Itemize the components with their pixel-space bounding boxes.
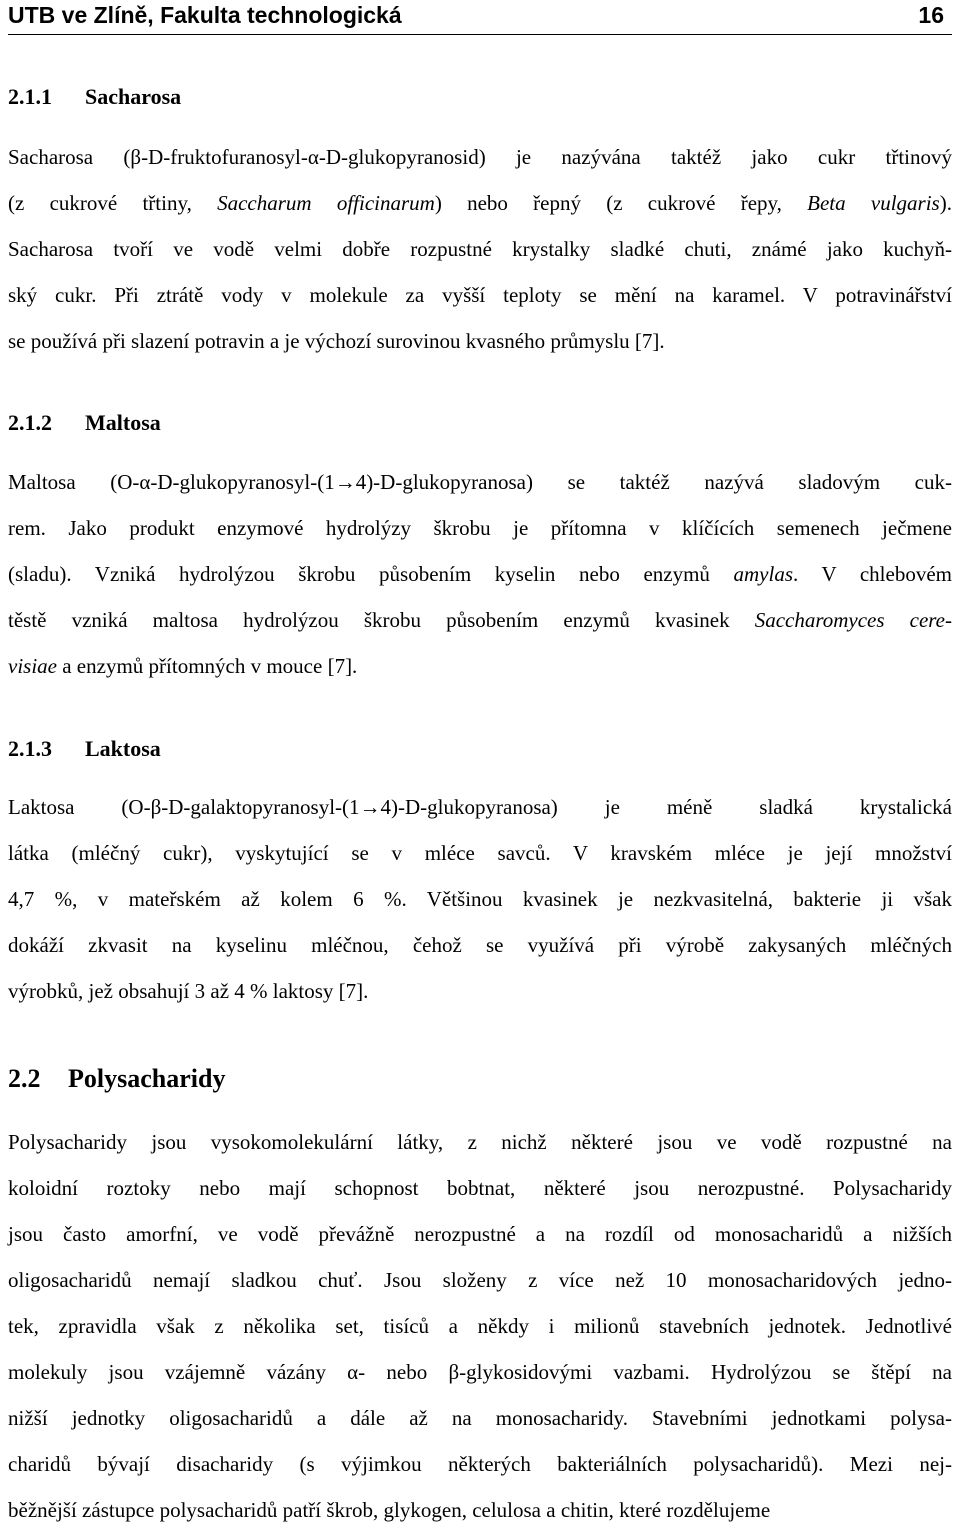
- text-line: [8, 876, 952, 922]
- heading-number: 2.1.3: [8, 736, 52, 761]
- text-run: běžnější zástupce polysacharidů patří škrob, glykogen, celulosa a chitin, které rozdělujeme: [8, 1498, 771, 1522]
- text-line: [8, 1487, 952, 1533]
- text-run: ský cukr. Při ztrátě vody v molekule za vyšší teploty se mění na karamel. V potravinářství: [8, 283, 952, 307]
- text-line: [8, 968, 952, 1014]
- page-header: [8, 0, 952, 35]
- text-line: [8, 551, 952, 597]
- text-line: [8, 643, 952, 689]
- italic-term: visiae: [8, 654, 57, 678]
- paragraph-laktosa: [8, 784, 952, 1014]
- text-run: jsou často amorfní, ve vodě převážně nerozpustné a na rozdíl od monosacharidů a nižších: [8, 1222, 952, 1246]
- text-line: [8, 180, 952, 226]
- text-line: [8, 922, 952, 968]
- heading-title: Laktosa: [85, 736, 161, 761]
- heading-laktosa: [8, 735, 161, 763]
- text-run: těstě vzniká maltosa hydrolýzou škrobu působením enzymů kvasinek: [8, 608, 755, 632]
- paragraph-maltosa: [8, 459, 952, 689]
- header-title: UTB ve Zlíně, Fakulta technologická: [8, 2, 402, 28]
- italic-term: amylas: [733, 562, 794, 586]
- text-line: [8, 226, 952, 272]
- italic-term: Beta vulgaris: [807, 191, 940, 215]
- text-line: [8, 459, 952, 505]
- text-run: Sacharosa tvoří ve vodě velmi dobře rozpustné krystalky sladké chuti, známé jako kuchyň-: [8, 237, 952, 261]
- text-line: [8, 1395, 952, 1441]
- heading-number: 2.2: [8, 1064, 41, 1093]
- text-run: Polysacharidy jsou vysokomolekulární látky, z nichž některé jsou ve vodě rozpustné na: [8, 1130, 952, 1154]
- page-number: 16: [918, 2, 944, 28]
- text-run: (sladu). Vzniká hydrolýzou škrobu působením kyselin nebo enzymů: [8, 562, 734, 586]
- text-run: charidů bývají disacharidy (s výjimkou některých bakteriálních polysacharidů). Mezi nej-: [8, 1452, 952, 1476]
- text-run: oligosacharidů nemají sladkou chuť. Jsou složeny z více než 10 monosacharidových jedno-: [8, 1268, 952, 1292]
- heading-number: 2.1.2: [8, 410, 52, 435]
- text-run: nižší jednotky oligosacharidů a dále až na monosacharidy. Stavebními jednotkami polysa-: [8, 1406, 952, 1430]
- text-run: tek, zpravidla však z několika set, tisíců a někdy i milionů stavebních jednotek. Jednotlivé: [8, 1314, 952, 1338]
- italic-term: Saccharomyces cere-: [754, 608, 952, 632]
- text-line: [8, 1211, 952, 1257]
- text-line: [8, 134, 952, 180]
- heading-title: Maltosa: [85, 410, 161, 435]
- text-line: [8, 505, 952, 551]
- heading-title: Polysacharidy: [68, 1064, 226, 1093]
- text-run: molekuly jsou vzájemně vázány α- nebo β-glykosidovými vazbami. Hydrolýzou se štěpí na: [8, 1360, 952, 1384]
- heading-sacharosa: [8, 83, 181, 111]
- text-line: [8, 597, 952, 643]
- heading-maltosa: [8, 409, 161, 437]
- text-line: [8, 1441, 952, 1487]
- heading-polysacharidy: [8, 1063, 225, 1095]
- italic-term: Saccharum officinarum: [217, 191, 435, 215]
- text-run: výrobků, jež obsahují 3 až 4 % laktosy [7].: [8, 979, 369, 1003]
- text-line: [8, 318, 952, 364]
- text-run: ).: [939, 191, 952, 215]
- text-run: a enzymů přítomných v mouce [7].: [56, 654, 358, 678]
- text-run: . V chlebovém: [793, 562, 952, 586]
- text-line: [8, 830, 952, 876]
- text-run: se používá při slazení potravin a je výchozí surovinou kvasného průmyslu [7].: [8, 329, 665, 353]
- text-run: koloidní roztoky nebo mají schopnost bobtnat, některé jsou nerozpustné. Polysacharidy: [8, 1176, 952, 1200]
- text-run: Maltosa (O-α-D-glukopyranosyl-(1→4)-D-glukopyranosa) se taktéž nazývá sladovým cuk-: [8, 470, 952, 494]
- text-run: Laktosa (O-β-D-galaktopyranosyl-(1→4)-D-glukopyranosa) je méně sladká krystalická: [8, 795, 952, 819]
- text-run: rem. Jako produkt enzymové hydrolýzy škrobu je přítomna v klíčících semenech ječmene: [8, 516, 952, 540]
- text-line: [8, 272, 952, 318]
- heading-number: 2.1.1: [8, 84, 52, 109]
- text-run: dokáží zkvasit na kyselinu mléčnou, čehož se využívá při výrobě zakysaných mléčných: [8, 933, 952, 957]
- text-line: [8, 1349, 952, 1395]
- text-run: ) nebo řepný (z cukrové řepy,: [434, 191, 808, 215]
- text-run: (z cukrové třtiny,: [8, 191, 218, 215]
- paragraph-sacharosa: [8, 134, 952, 364]
- text-line: [8, 1165, 952, 1211]
- paragraph-polysacharidy: [8, 1119, 952, 1533]
- text-line: [8, 1303, 952, 1349]
- text-line: [8, 784, 952, 830]
- text-run: Sacharosa (β-D-fruktofuranosyl-α-D-glukopyranosid) je nazývána taktéž jako cukr třtinový: [8, 145, 952, 169]
- text-line: [8, 1257, 952, 1303]
- text-run: 4,7 %, v mateřském až kolem 6 %. Většinou kvasinek je nezkvasitelná, bakterie ji však: [8, 887, 952, 911]
- heading-title: Sacharosa: [85, 84, 182, 109]
- text-run: látka (mléčný cukr), vyskytující se v mléce savců. V kravském mléce je její množství: [8, 841, 952, 865]
- text-line: [8, 1119, 952, 1165]
